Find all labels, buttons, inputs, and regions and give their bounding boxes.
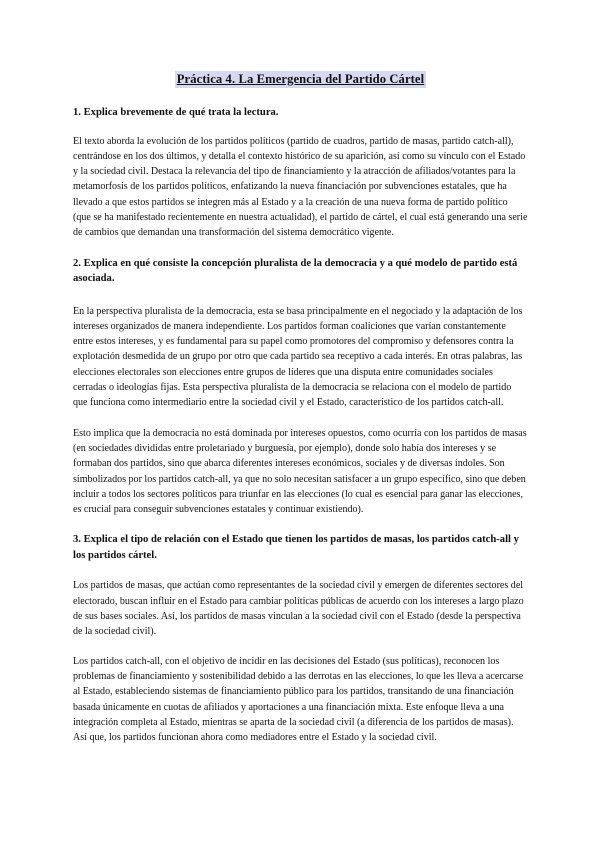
question-1: 1. Explica brevemente de qué trata la lectura. — [73, 107, 279, 118]
question-3: 3. Explica el tipo de relación con el Estado que tienen los partidos de masas, los partidos catch-all y los partidos cártel. — [73, 534, 519, 561]
answer-3-paragraph-1: Los partidos de masas, que actúan como representantes de la sociedad civil y emergen de diferentes sectores del electorado, buscan influir en el Estado para cambiar políticas públicas de acuerdo con los intereses a largo plazo de sus bases sociales. Así, los partidos de masas vinculan a la sociedad civil con el Estado (desde la perspectiva de la sociedad civil). — [73, 580, 524, 638]
answer-2-paragraph-1: En la perspectiva pluralista de la democracia, esta se basa principalmente en el negociado y la adaptación de los intereses organizados de manera independiente. Los partidos forman coaliciones que varían constantemente entre estos intereses, y es fundamental para su papel como promotores del compromiso y defensores contra la explotación desmedida de un grupo por otro que cada partido sea receptivo a cada interés. En otras palabras, las elecciones electorales son elecciones entre grupos de líderes que una disputa entre comunidades sociales cerradas o ideologías fijas. Esta perspectiva pluralista de la democracia se relaciona con el modelo de partido que funciona como intermediario entre la sociedad civil y el Estado, característico de los partidos catch-all. — [73, 305, 523, 409]
answer-2-paragraph-2: Esto implica que la democracia no está dominada por intereses opuestos, como ocurría con los partidos de masas (en sociedades divididas entre proletariado y burguesía, por ejemplo), donde solo había dos intereses y se formaban dos partidos, sino que abarca diferentes intereses económicos, sociales y de diversas índoles. Son simbolizados por los partidos catch-all, ya que no solo necesitan satisfacer a un grupo específico, sino que deben incluir a todos los sectores políticos para triunfar en las elecciones (lo cual es esencial para ganar las elecciones, es crucial para conseguir subvenciones estatales y continuar existiendo). — [73, 427, 527, 516]
title-wrap — [73, 0, 528, 88]
answer-1-paragraph-1: El texto aborda la evolución de los partidos políticos (partido de cuadros, partido de masas, partido catch-all), centrándose en los dos últimos, y detalla el contexto histórico de su aparición, así como su vínculo con el Estado y la sociedad civil. Destaca la relevancia del tipo de financiamiento y la atracción de afiliados/votantes para la metamorfosis de los partidos políticos, enfatizando la nueva financiación por subvenciones estatales, que ha llevado a que estos partidos se integren más al Estado y a la creación de una nueva forma de partido político (que se ha manifestado recientemente en nuestra actualidad), el partido de cártel, el cual está generando una serie de cambios que demandan una transformación del sistema democrático vigente. — [73, 135, 528, 239]
document-title: Práctica 4. La Emergencia del Partido Cártel — [176, 72, 425, 86]
answer-3-paragraph-2: Los partidos catch-all, con el objetivo de incidir en las decisiones del Estado (sus políticas), reconocen los problemas de financiamiento y sostenibilidad debido a las derrotas en las elecciones, lo que les lleva a acercarse al Estado, estableciendo sistemas de financiamiento público para los partidos, transitando de una financiación basada únicamente en cuotas de afiliados y aportaciones a una financiación mixta. Este enfoque lleva a una integración completa al Estado, mientras se aparta de la sociedad civil (a diferencia de los partidos de masas). Así que, los partidos funcionan ahora como mediadores entre el Estado y la sociedad civil. — [73, 655, 524, 744]
question-2: 2. Explica en qué consiste la concepción pluralista de la democracia y a qué modelo de partido está asociada. — [73, 257, 518, 285]
